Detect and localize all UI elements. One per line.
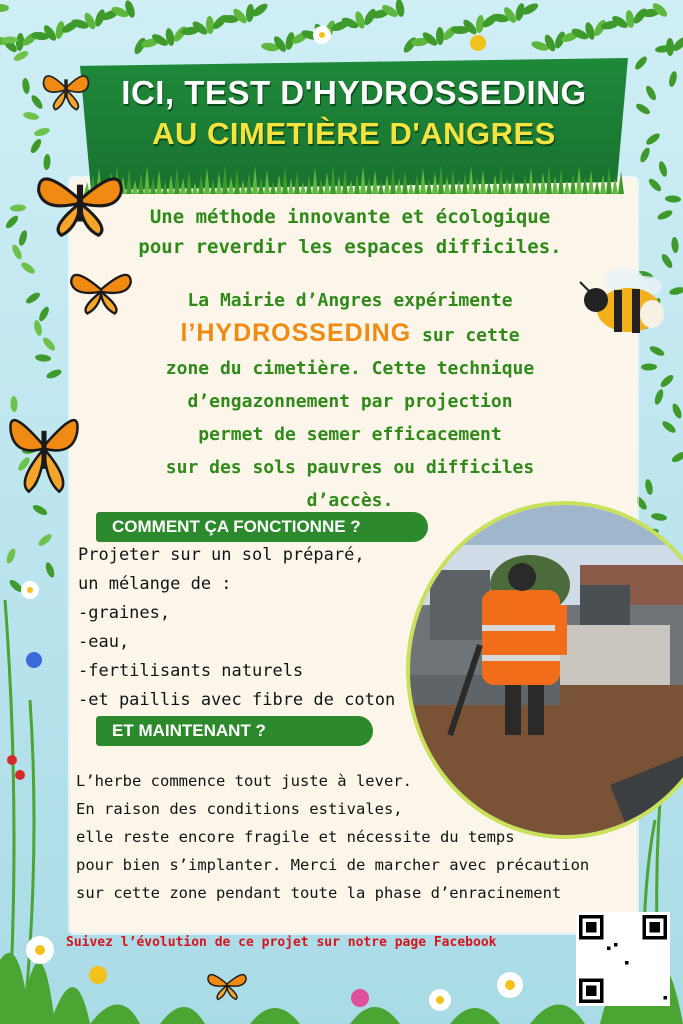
now-line: En raison des conditions estivales, [76, 800, 403, 818]
description-line: permet de semer efficacement [198, 424, 502, 445]
description-text [120, 284, 580, 517]
intro-text [100, 202, 600, 262]
title-line-2: AU CIMETIÈRE D'ANGRES [152, 116, 556, 151]
step-line: un mélange de : [78, 574, 232, 594]
butterfly-icon [40, 62, 92, 114]
now-line: L’herbe commence tout juste à lever. [76, 772, 412, 790]
highlight-hydrosseding: l’HYDROSSEDING [180, 319, 412, 347]
step-line: -graines, [78, 603, 171, 623]
how-heading: COMMENT ÇA FONCTIONNE ? [96, 512, 428, 542]
step-line: -eau, [78, 632, 130, 652]
step-line: -fertilisants naturels [78, 661, 304, 681]
butterfly-icon [66, 262, 136, 317]
now-line: elle reste encore fragile et nécessite du temps [76, 828, 515, 846]
intro-line: Une méthode innovante et écologique [149, 206, 551, 228]
facebook-text: Suivez l’évolution de ce projet sur notre page Facebook [66, 935, 497, 950]
title-line-1: ICI, TEST D'HYDROSSEDING [121, 74, 587, 111]
description-line: d’engazonnement par projection [187, 391, 513, 412]
bee-icon [574, 258, 670, 346]
description-fragment: sur cette [411, 325, 520, 346]
butterfly-icon [34, 160, 126, 240]
now-line: sur cette zone pendant toute la phase d’enracinement [76, 884, 562, 902]
butterfly-icon [205, 966, 249, 1002]
description-line [120, 317, 580, 352]
description-line: zone du cimetière. Cette technique [165, 358, 535, 379]
now-heading: ET MAINTENANT ? [96, 716, 373, 746]
intro-line: pour reverdir les espaces difficiles. [138, 236, 562, 258]
how-steps [78, 541, 418, 715]
banner-grass [84, 160, 624, 194]
now-line: pour bien s’implanter. Merci de marcher avec précaution [76, 856, 590, 874]
butterfly-icon [6, 395, 82, 497]
description-line: La Mairie d’Angres expérimente [187, 290, 513, 311]
description-line: d’accès. [306, 490, 394, 511]
step-line: -et paillis avec fibre de coton [78, 690, 396, 710]
step-line: Projeter sur un sol préparé, [78, 545, 365, 565]
qr-code-icon[interactable] [576, 912, 670, 1006]
description-line: sur des sols pauvres ou difficiles [165, 457, 535, 478]
